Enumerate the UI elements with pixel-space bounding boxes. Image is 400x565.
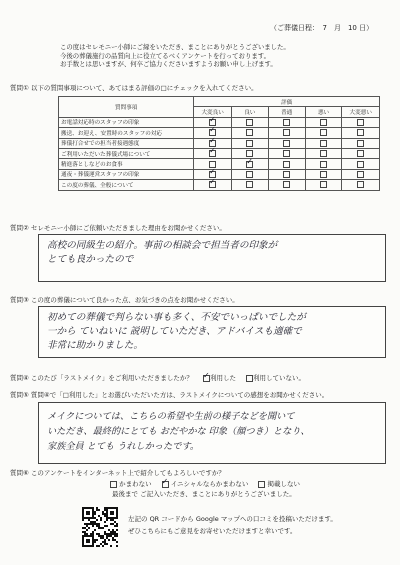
rating-checkbox[interactable] [320, 181, 327, 188]
rating-checkbox[interactable] [357, 171, 364, 178]
table-row [59, 180, 380, 190]
rating-checkbox[interactable] [283, 150, 290, 157]
q2-text: セレモニー小師にご依頼いただきました理由をお聞かせください。 [30, 224, 226, 232]
answer-line: 高校の同級生の紹介。事前の相談会で担当者の印象が [47, 240, 278, 251]
rating-header: 良い [231, 107, 268, 117]
rating-cell [194, 148, 231, 158]
rating-cell [231, 138, 268, 148]
q2-answer [47, 239, 277, 267]
q6-options [110, 476, 301, 489]
q2-prompt [10, 224, 226, 233]
q6-label: 質問⑥ [10, 469, 29, 477]
question-item: 通夜・葬儀運営スタッフの印象 [59, 169, 194, 179]
rating-cell [342, 169, 380, 179]
answer-line: 初めての葬儀で判らない事も多く、不安でいっぱいでしたが [47, 312, 306, 323]
rating-cell [231, 117, 268, 127]
intro-line: お手数とは思いますが、何卒ご協力くださいますようお願い申し上げます。 [60, 60, 277, 69]
q5-answer [47, 409, 310, 454]
question-item: 精進落としなどのお食事 [59, 159, 194, 169]
rating-cell [268, 148, 305, 158]
q4-option-used[interactable] [202, 370, 236, 382]
rating-checkbox[interactable] [283, 171, 290, 178]
rating-cell [342, 148, 380, 158]
rating-checkbox[interactable] [209, 177, 216, 188]
table-row [59, 117, 380, 127]
q3-label: 質問③ [10, 296, 29, 304]
closing-note: 最後まで ご記入いただき、まことにありがとうございました。 [112, 490, 296, 498]
checkbox[interactable] [202, 370, 210, 382]
answer-line: いただき、最終的にとても おだやかな 印象（顔つき）となり、 [47, 426, 310, 437]
q5-prompt [10, 391, 390, 400]
option-label: 利用した [209, 374, 236, 382]
rating-cell [305, 180, 342, 190]
q4-label: 質問④ [10, 374, 29, 382]
rating-checkbox[interactable] [283, 140, 290, 147]
checkbox[interactable] [161, 476, 169, 488]
q1-prompt [10, 84, 258, 93]
rating-cell [194, 177, 231, 190]
option-label: 掲載しない [267, 480, 301, 488]
rating-cell [231, 156, 268, 169]
rating-cell [268, 117, 305, 127]
answer-line: 家族全員 とても うれしかったです。 [47, 441, 200, 452]
q4-text: このたび「ラストメイク」をご利用いただきましたか？ [30, 374, 193, 382]
option-label: イニシャルならかまわない [170, 480, 249, 488]
rating-checkbox[interactable] [357, 161, 364, 168]
table-row [59, 159, 380, 169]
checkbox[interactable] [110, 481, 117, 488]
check-mark-icon: ✓ [246, 156, 253, 166]
checkbox[interactable] [258, 481, 265, 488]
q5-label: 質問⑤ [10, 391, 29, 399]
table-header-rating: 評価 [194, 97, 380, 107]
answer-line: メイクについては、こちらの希望や生前の様子などを聞いて [47, 411, 295, 422]
check-mark-icon: ✓ [209, 135, 216, 145]
rating-checkbox[interactable] [320, 161, 327, 168]
rating-header: 大変良い [194, 107, 231, 117]
answer-line: 一から ていねいに 説明していただき、アドバイスも適確で [47, 326, 302, 337]
rating-checkbox[interactable] [283, 119, 290, 126]
rating-checkbox[interactable] [320, 171, 327, 178]
q1-text: 以下の質問事項について、あてはまる評価の□にチェックを入れてください。 [30, 84, 258, 92]
q6-text: このアンケートをインターネット上で紹介してもよろしいですか？ [30, 469, 225, 477]
rating-checkbox[interactable] [246, 119, 253, 126]
intro-line: 今後の葬儀施行の品質向上に役立てるべくアンケートを行っております。 [60, 51, 270, 60]
intro-line: この度はセレモニー小師にご縁をいただき、まことにありがとうございました。 [60, 43, 290, 51]
rating-header: 大変悪い [342, 107, 380, 117]
q6-option-allow[interactable] [110, 480, 152, 488]
rating-checkbox[interactable] [283, 181, 290, 188]
rating-checkbox[interactable] [283, 161, 290, 168]
q6-option-no-publish[interactable] [258, 480, 300, 488]
check-mark-icon: ✓ [161, 476, 169, 486]
rating-checkbox[interactable] [357, 119, 364, 126]
q5-answer-box[interactable] [38, 402, 386, 464]
q2-label: 質問② [10, 224, 29, 232]
rating-checkbox[interactable] [246, 129, 253, 136]
q1-rating-table [58, 96, 380, 191]
rating-checkbox[interactable] [320, 119, 327, 126]
rating-cell [342, 128, 380, 138]
table-row [59, 148, 380, 158]
rating-cell [231, 128, 268, 138]
rating-cell [305, 128, 342, 138]
table-row [59, 138, 380, 148]
rating-cell [268, 138, 305, 148]
rating-header: 悪い [305, 107, 342, 117]
rating-checkbox[interactable] [357, 181, 364, 188]
question-item: 搬送、お迎え、安置時のスタッフの対応 [59, 128, 194, 138]
rating-cell [305, 138, 342, 148]
rating-checkbox[interactable] [320, 150, 327, 157]
check-mark-icon: ✓ [209, 146, 216, 156]
rating-cell [268, 180, 305, 190]
q1-label: 質問① [10, 84, 29, 92]
q4-option-not-used[interactable] [246, 374, 305, 382]
question-item: お電話対応時のスタッフの印象 [59, 117, 194, 127]
question-item: 葬儀打合せでの担当者接遇態度 [59, 138, 194, 148]
check-mark-icon: ✓ [209, 166, 216, 176]
footer-line-1: 左記の QR コードから Google マップへの口コミを投稿いただけます。 [128, 515, 337, 523]
rating-cell [305, 169, 342, 179]
answer-line: 非常に助かりました。 [47, 340, 143, 351]
rating-checkbox[interactable] [246, 171, 253, 178]
option-label: かまわない [119, 480, 152, 488]
rating-checkbox[interactable] [357, 129, 364, 136]
table-row [59, 128, 380, 138]
rating-cell [342, 159, 380, 169]
answer-line: とても良かったので [47, 254, 134, 265]
rating-cell [305, 159, 342, 169]
rating-checkbox[interactable] [209, 146, 216, 157]
rating-checkbox[interactable] [246, 156, 253, 168]
rating-checkbox[interactable] [320, 140, 327, 147]
rating-cell [342, 117, 380, 127]
q5-text: 質問④で「□利用した」とお選びいただいた方は、ラストメイクについての感想をお聞かせください。 [30, 391, 329, 399]
q3-answer-box[interactable] [38, 306, 386, 358]
rating-cell [268, 128, 305, 138]
question-item: ご利用いただいた葬儀式場について [59, 148, 194, 158]
rating-cell [305, 148, 342, 158]
check-mark-icon: ✓ [209, 125, 216, 135]
q4-prompt [10, 370, 306, 383]
check-mark-icon: ✓ [209, 114, 216, 124]
rating-cell [305, 117, 342, 127]
q6-prompt [10, 469, 225, 478]
rating-checkbox[interactable] [357, 150, 364, 157]
check-mark-icon: ✓ [209, 177, 216, 187]
intro-text [60, 43, 360, 69]
question-item: この度の葬儀、全般について [59, 180, 194, 190]
rating-cell [231, 180, 268, 190]
ceremony-date: （ご葬儀日程： 7 月 10 日） [270, 24, 374, 32]
rating-checkbox[interactable] [320, 129, 327, 136]
rating-cell [342, 180, 380, 190]
rating-checkbox[interactable] [357, 140, 364, 147]
checkbox[interactable] [246, 375, 253, 382]
rating-cell [231, 169, 268, 179]
footer-line-2: ぜひこちらにもご意見をお寄せいただけますと幸いです。 [128, 527, 297, 535]
table-row [59, 169, 380, 179]
check-mark-icon: ✓ [202, 370, 210, 380]
option-label: 利用していない。 [253, 374, 306, 382]
q3-text: この度の葬儀について良かった点、お気づきの点をお聞かせください。 [30, 296, 239, 304]
rating-checkbox[interactable] [246, 140, 253, 147]
table-header-item: 質問事項 [59, 97, 194, 118]
q3-answer [47, 311, 306, 353]
rating-checkbox[interactable] [246, 181, 253, 188]
rating-cell [268, 169, 305, 179]
rating-checkbox[interactable] [283, 129, 290, 136]
rating-cell [268, 159, 305, 169]
rating-header: 普通 [268, 107, 305, 117]
q3-prompt [10, 296, 239, 305]
q6-option-initials[interactable] [161, 476, 249, 488]
q2-answer-box[interactable] [38, 234, 386, 282]
qr-code-icon[interactable] [82, 507, 118, 547]
rating-cell [342, 138, 380, 148]
